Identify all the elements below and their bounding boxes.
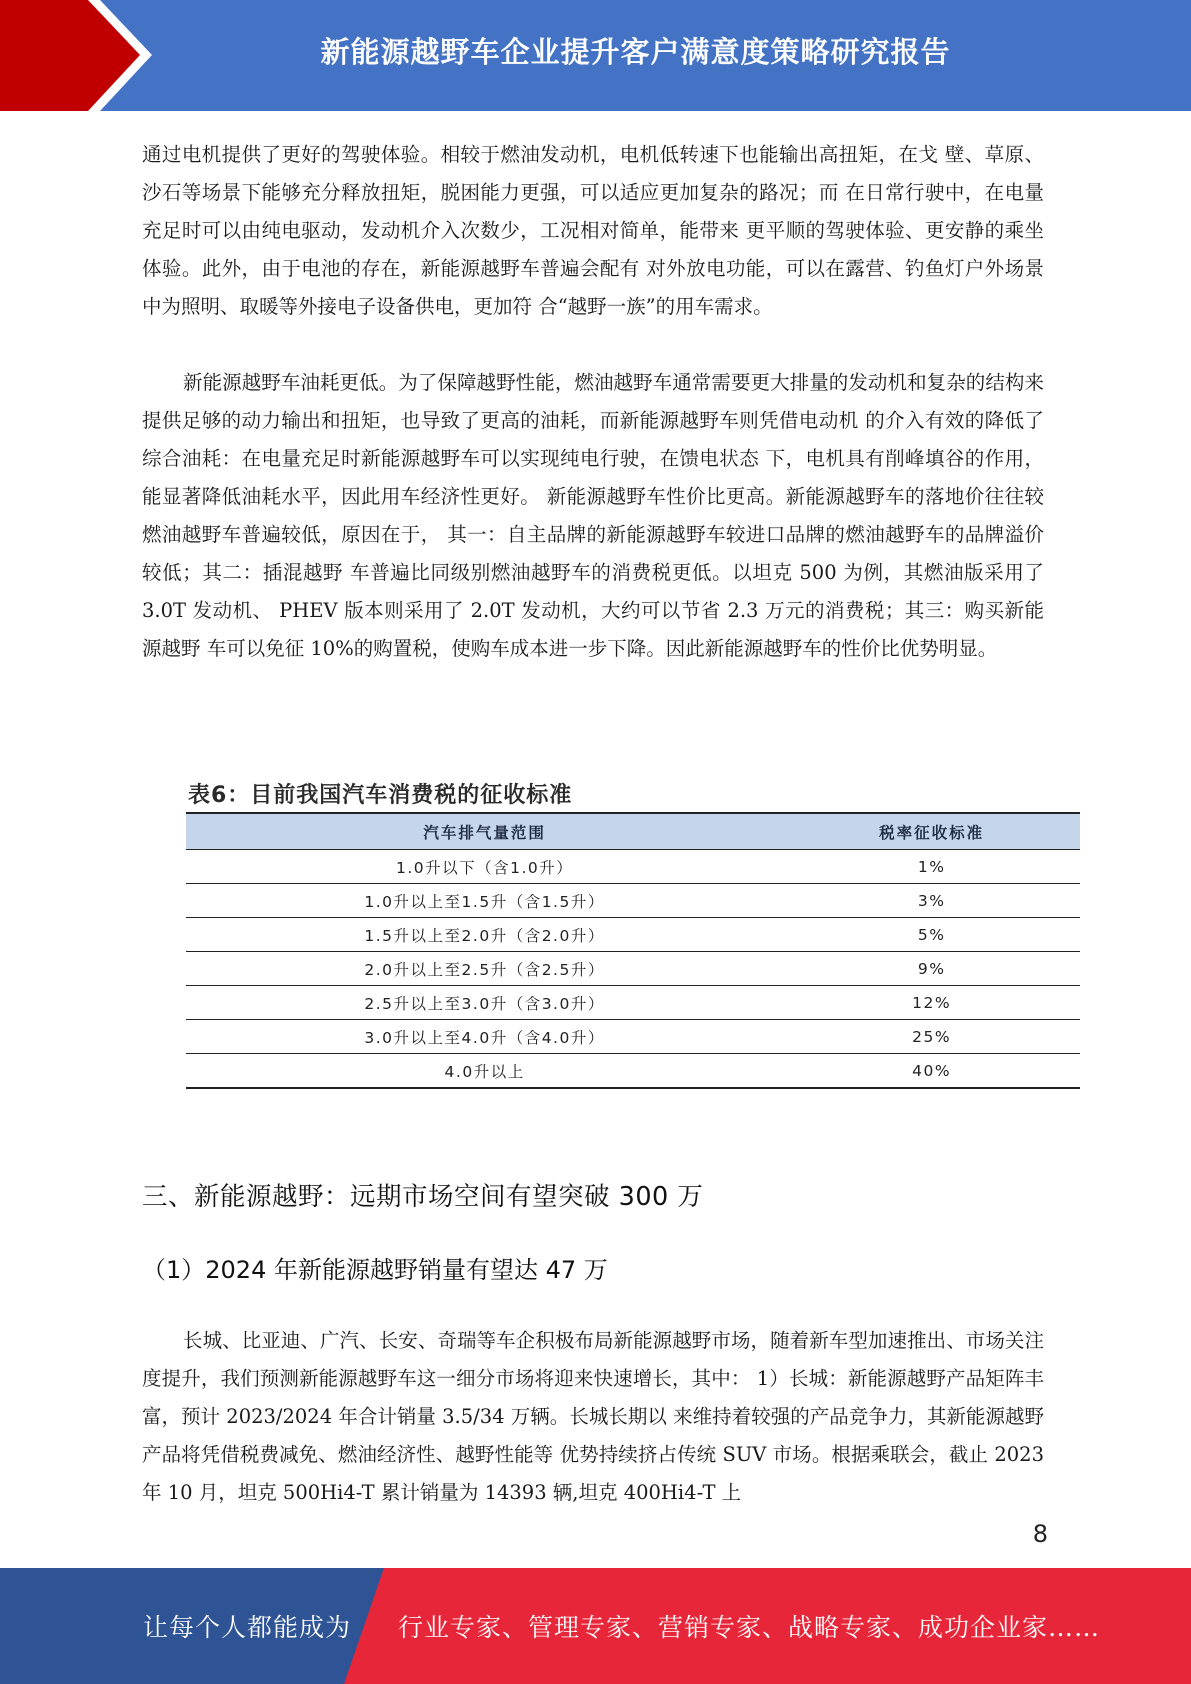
table-cell-rate: 1% (783, 850, 1080, 884)
table-cell-rate: 12% (783, 986, 1080, 1020)
subsection-heading: （1）2024 年新能源越野销量有望达 47 万 (142, 1256, 608, 1284)
table-row (186, 986, 1080, 1020)
body-paragraph-2: 新能源越野车油耗更低。为了保障越野性能，燃油越野车通常需要更大排量的发动机和复杂的结构来提供足够的动力输出和扭矩，也导致了更高的油耗，而新能源越野车则凭借电动机 的介入有效的降低了综合油耗：在电量充足时新能源越野车可以实现纯电行驶，在馈电状态 下，电机具有削峰填谷的作用，能显著降低油耗水平，因此用车经济性更好。 新能源越野车性价比更高。新能源越野车的落地价往往较燃油越野车普遍较低，原因在于， 其一：自主品牌的新能源越野车较进口品牌的燃油越野车的品牌溢价较低；其二：插混越野 车普遍比同级别燃油越野车的消费税更低。以坦克 500 为例，其燃油版采用了 3.0T 发动机、 PHEV 版本则采用了 2.0T 发动机，大约可以节省 2.3 万元的消费税；其三：购买新能源越野 车可以免征 10%的购置税，使购车成本进一步下降。因此新能源越野车的性价比优势明显。 (142, 371, 1044, 660)
table-row (186, 1054, 1080, 1089)
section-content (142, 1322, 1044, 1512)
table-cell-rate: 5% (783, 918, 1080, 952)
page-header (0, 0, 1191, 111)
table-row (186, 918, 1080, 952)
table-header-row (186, 813, 1080, 850)
table-header-displacement: 汽车排气量范围 (186, 813, 783, 850)
table-header-tax-rate: 税率征收标准 (783, 813, 1080, 850)
page-number: 8 (1032, 1520, 1048, 1548)
table-row (186, 884, 1080, 918)
body-paragraph-3: 长城、比亚迪、广汽、长安、奇瑞等车企积极布局新能源越野市场，随着新车型加速推出、市场关注度提升，我们预测新能源越野车这一细分市场将迎来快速增长，其中： 1）长城：新能源越野产品矩阵丰富，预计 2023/2024 年合计销量 3.5/34 万辆。长城长期以 来维持着较强的产品竞争力，其新能源越野产品将凭借税费减免、燃油经济性、越野性能等 优势持续挤占传统 SUV 市场。根据乘联会，截止 2023 年 10 月，坦克 500Hi4-T 累计销量为 14393 辆,坦克 400Hi4-T 上 (142, 1329, 1044, 1504)
tax-table-block (186, 778, 1080, 1089)
table-row (186, 952, 1080, 986)
table-row (186, 1020, 1080, 1054)
table-cell-range: 3.0升以上至4.0升（含4.0升） (186, 1020, 783, 1054)
header-arrow-decoration (0, 0, 160, 111)
section-heading: 三、新能源越野：远期市场空间有望突破 300 万 (142, 1182, 704, 1212)
table-cell-range: 2.5升以上至3.0升（含3.0升） (186, 986, 783, 1020)
table-cell-range: 2.0升以上至2.5升（含2.5升） (186, 952, 783, 986)
report-title: 新能源越野车企业提升客户满意度策略研究报告 (320, 35, 951, 69)
table-cell-range: 4.0升以上 (186, 1054, 783, 1089)
table-cell-rate: 40% (783, 1054, 1080, 1089)
table-cell-range: 1.0升以上至1.5升（含1.5升） (186, 884, 783, 918)
main-content (142, 136, 1044, 668)
consumption-tax-table (186, 812, 1080, 1089)
footer-slogan-left: 让每个人都能成为 (143, 1613, 352, 1642)
table-cell-rate: 25% (783, 1020, 1080, 1054)
table-cell-range: 1.5升以上至2.0升（含2.0升） (186, 918, 783, 952)
table-cell-rate: 3% (783, 884, 1080, 918)
body-paragraph-1: 通过电机提供了更好的驾驶体验。相较于燃油发动机，电机低转速下也能输出高扭矩，在戈 壁、草原、沙石等场景下能够充分释放扭矩，脱困能力更强，可以适应更加复杂的路况；而 在日常行驶中，在电量充足时可以由纯电驱动，发动机介入次数少，工况相对简单，能带来 更平顺的驾驶体验、更安静的乘坐体验。此外，由于电池的存在，新能源越野车普遍会配有 对外放电功能，可以在露营、钓鱼灯户外场景中为照明、取暖等外接电子设备供电，更加符 合“越野一族”的用车需求。 (142, 143, 1044, 318)
page-footer (0, 1568, 1191, 1684)
table-cell-rate: 9% (783, 952, 1080, 986)
table-cell-range: 1.0升以下（含1.0升） (186, 850, 783, 884)
table-caption: 表6：目前我国汽车消费税的征收标准 (188, 783, 573, 808)
footer-slogan-right: 行业专家、管理专家、营销专家、战略专家、成功企业家…… (398, 1613, 1101, 1642)
table-row (186, 850, 1080, 884)
